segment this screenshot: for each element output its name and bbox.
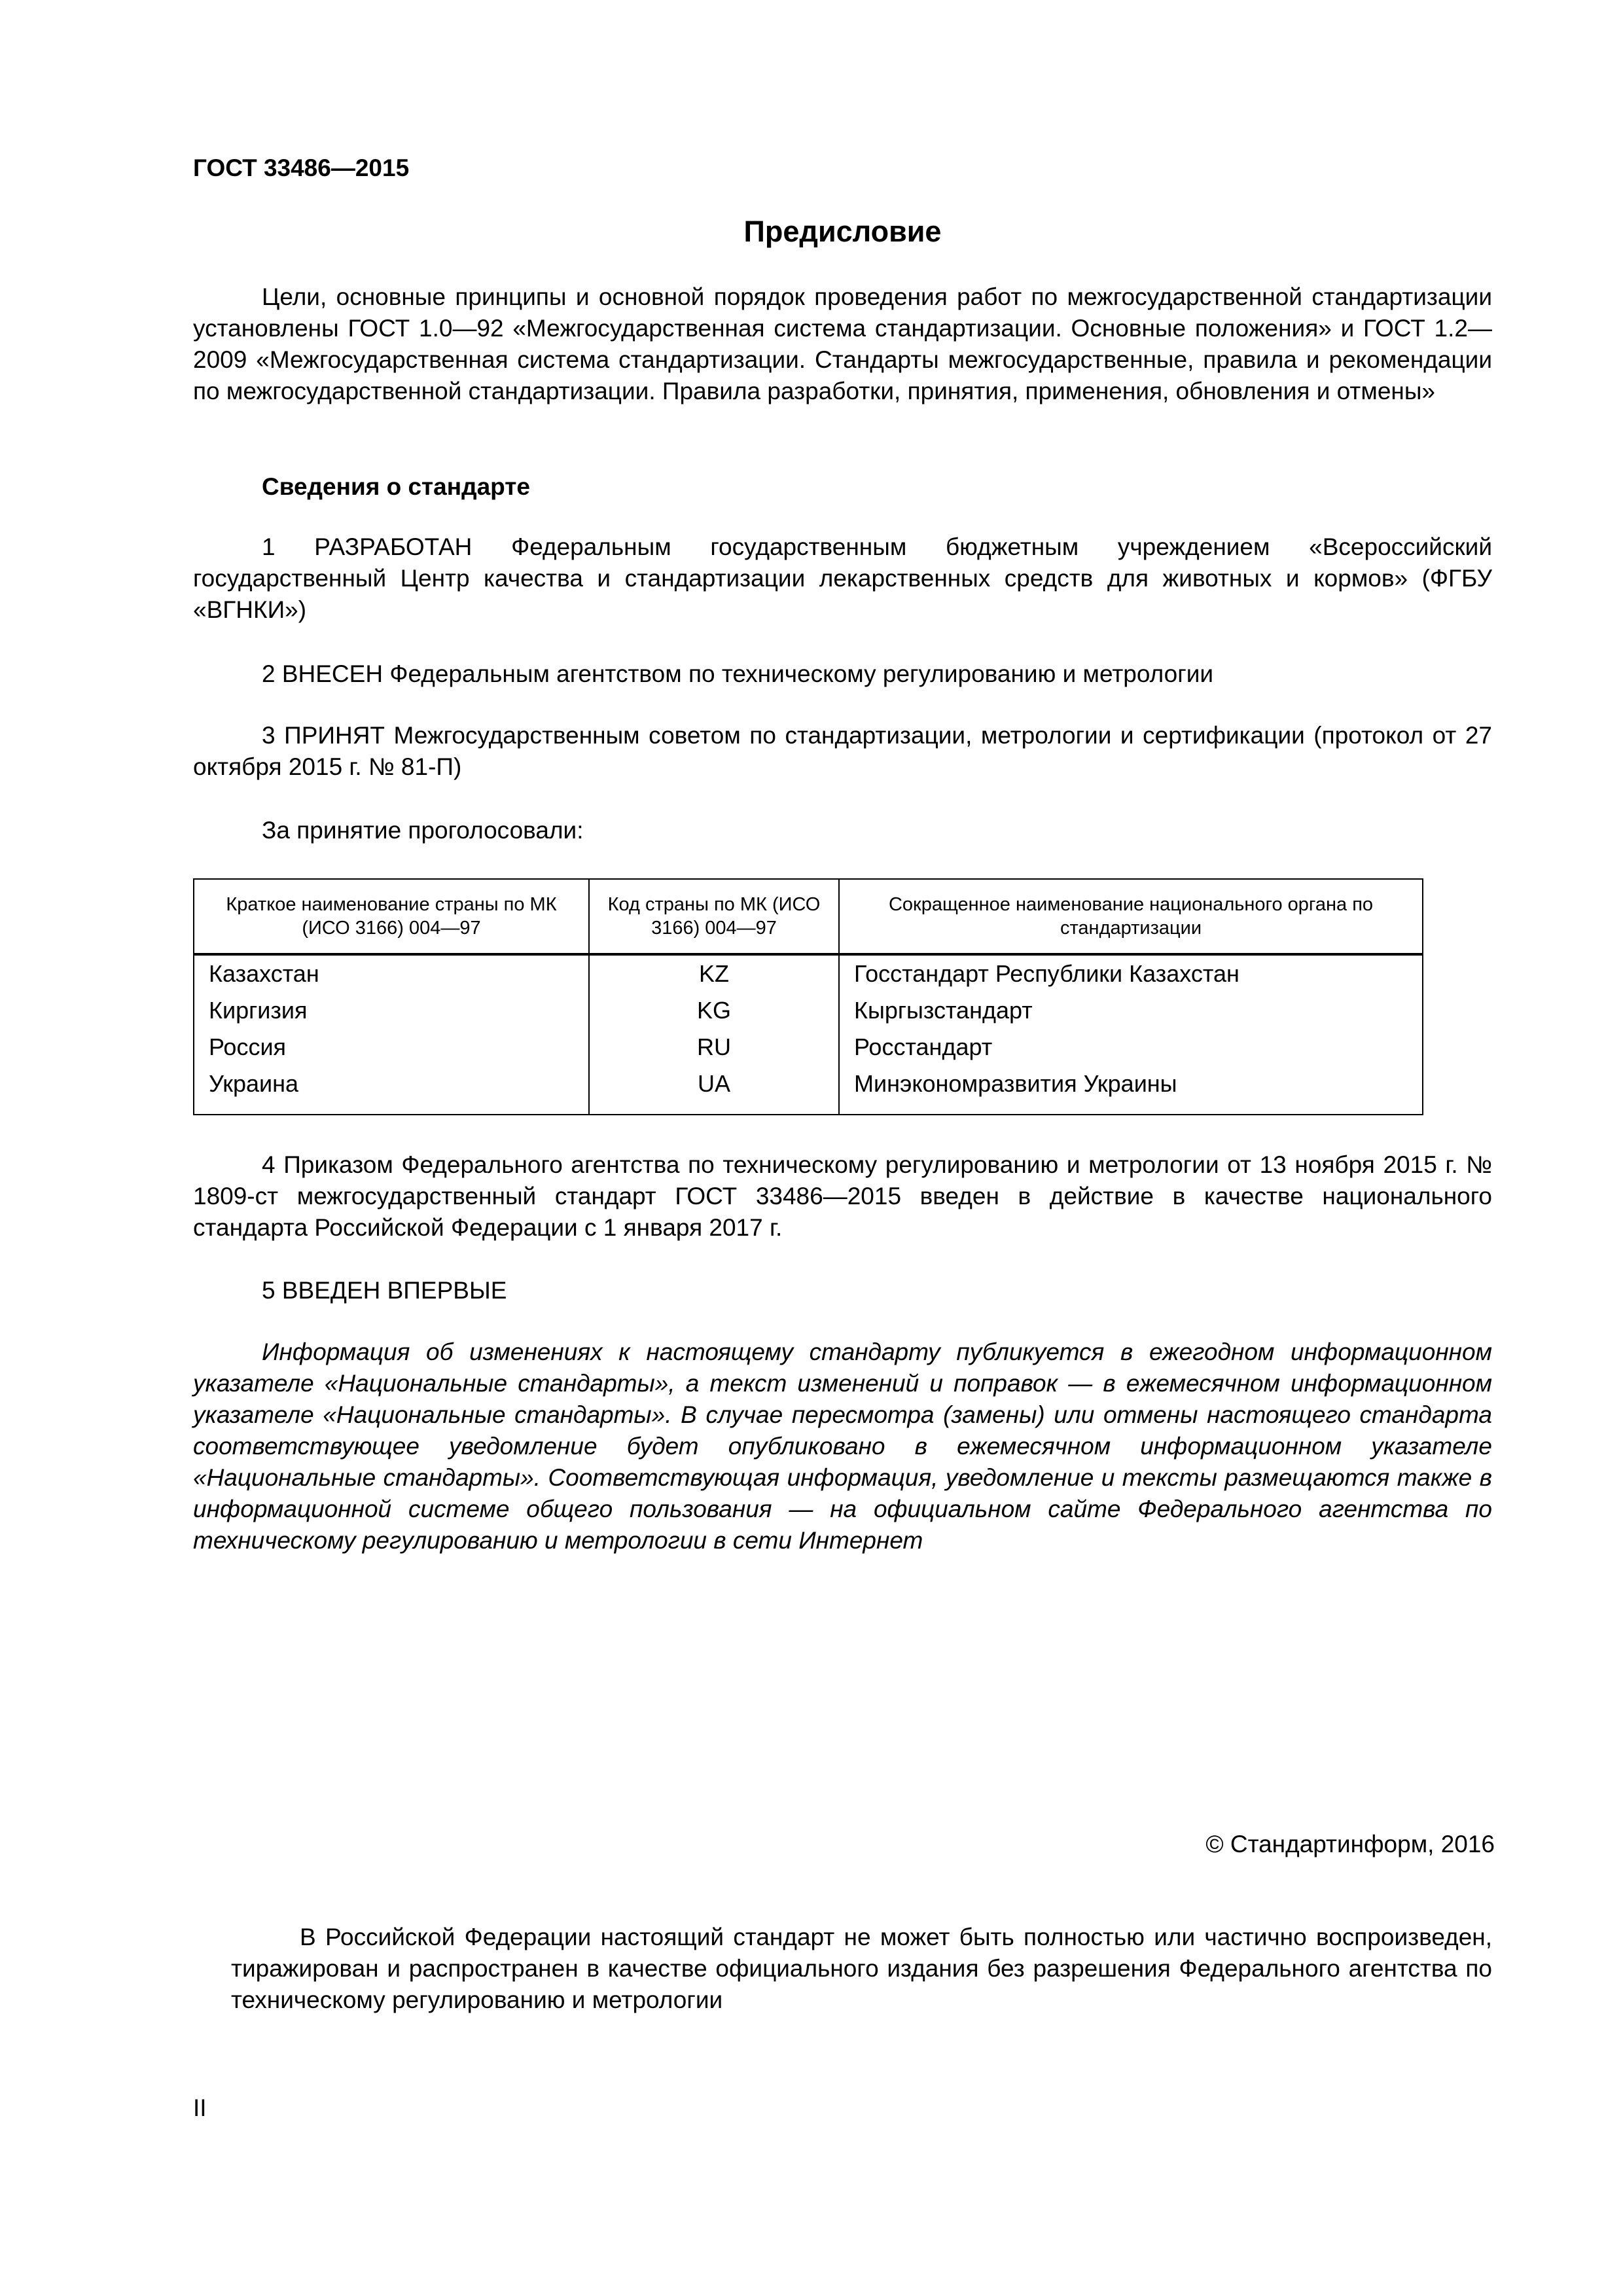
national-body-cell: Госстандарт Республики Казахстан <box>839 954 1423 992</box>
country-name-cell: Украина <box>194 1066 589 1102</box>
table-row <box>194 992 1423 1029</box>
page-number: II <box>193 2094 207 2121</box>
copyright-notice: © Стандартинформ, 2016 <box>1205 1831 1495 1857</box>
country-code-cell: KZ <box>589 954 839 992</box>
intro-paragraph: Цели, основные принципы и основной порядок проведения работ по межгосударственной стандартизации установлены ГОСТ 1.0—92 «Межгосударственная система стандартизации. Основные положения» и ГОСТ 1.2—2009 «Межгосударственная система стандартизации. Стандарты межгосударственные, правила и рекомендации по межгосударственной стандартизации. Правила разработки, принятия, применения, обновления и отмены» <box>193 283 1492 404</box>
item-1-developed-by: 1 РАЗРАБОТАН Федеральным государственным бюджетным учреждением «Всероссийский государственный Центр качества и стандартизации лекарственных средств для животных и кормов» (ФГБУ «ВГНКИ») <box>193 533 1492 623</box>
page-title: Предисловие <box>743 215 942 248</box>
changes-information-note: Информация об изменениях к настоящему стандарту публикуется в ежегодном информационном указателе «Национальные стандарты», а текст изменений и поправок — в ежемесячном информационном указателе «Национальные стандарты». В случае пересмотра (замены) или отмены настоящего стандарта соответствующее уведомление будет опубликовано в ежемесячном информационном указателе «Национальные стандарты». Соответствующая информация, уведомление и тексты размещаются также в информационной системе общего пользования — на официальном сайте Федерального агентства по техническому регулированию и метрологии в сети Интернет <box>193 1338 1492 1554</box>
column-header-country-code: Код страны по МК (ИСО 3166) 004—97 <box>589 879 839 954</box>
country-name-cell: Россия <box>194 1029 589 1066</box>
item-4-enacted-by-order: 4 Приказом Федерального агентства по техническому регулированию и метрологии от 13 ноября 2015 г. № 1809-ст межгосударственный стандарт ГОСТ 33486—2015 введен в действие в качестве национального стандарта Российской Федерации с 1 января 2017 г. <box>193 1151 1492 1241</box>
country-code-cell: RU <box>589 1029 839 1066</box>
table-header-row <box>194 879 1423 954</box>
table-row <box>194 1066 1423 1102</box>
voting-countries-table <box>193 878 1423 1115</box>
table-row <box>194 1029 1423 1066</box>
table-row <box>194 954 1423 992</box>
national-body-cell: Минэкономразвития Украины <box>839 1066 1423 1102</box>
country-name-cell: Казахстан <box>194 954 589 992</box>
column-header-country-name: Краткое наименование страны по МК (ИСО 3166) 004—97 <box>194 879 589 954</box>
document-id-header: ГОСТ 33486—2015 <box>193 154 410 181</box>
column-header-national-body: Сокращенное наименование национального органа по стандартизации <box>839 879 1423 954</box>
national-body-cell: Росстандарт <box>839 1029 1423 1066</box>
section-heading: Сведения о стандарте <box>262 473 530 500</box>
votes-label: За принятие проголосовали: <box>262 817 584 844</box>
item-3-adopted-by: 3 ПРИНЯТ Межгосударственным советом по стандартизации, метрологии и сертификации (протокол от 27 октября 2015 г. № 81-П) <box>193 722 1492 780</box>
country-code-cell: UA <box>589 1066 839 1102</box>
item-2-submitted-by: 2 ВНЕСЕН Федеральным агентством по техническому регулированию и метрологии <box>262 660 1214 687</box>
national-body-cell: Кыргызстандарт <box>839 992 1423 1029</box>
country-name-cell: Киргизия <box>194 992 589 1029</box>
reproduction-restriction-notice: В Российской Федерации настоящий стандарт не может быть полностью или частично воспроизведен, тиражирован и распространен в качестве официального издания без разрешения Федерального агентства по техническому регулированию и метрологии <box>231 1924 1492 2013</box>
item-5-introduced-first: 5 ВВЕДЕН ВПЕРВЫЕ <box>262 1277 507 1304</box>
country-code-cell: KG <box>589 992 839 1029</box>
table-filler-row <box>194 1102 1423 1115</box>
